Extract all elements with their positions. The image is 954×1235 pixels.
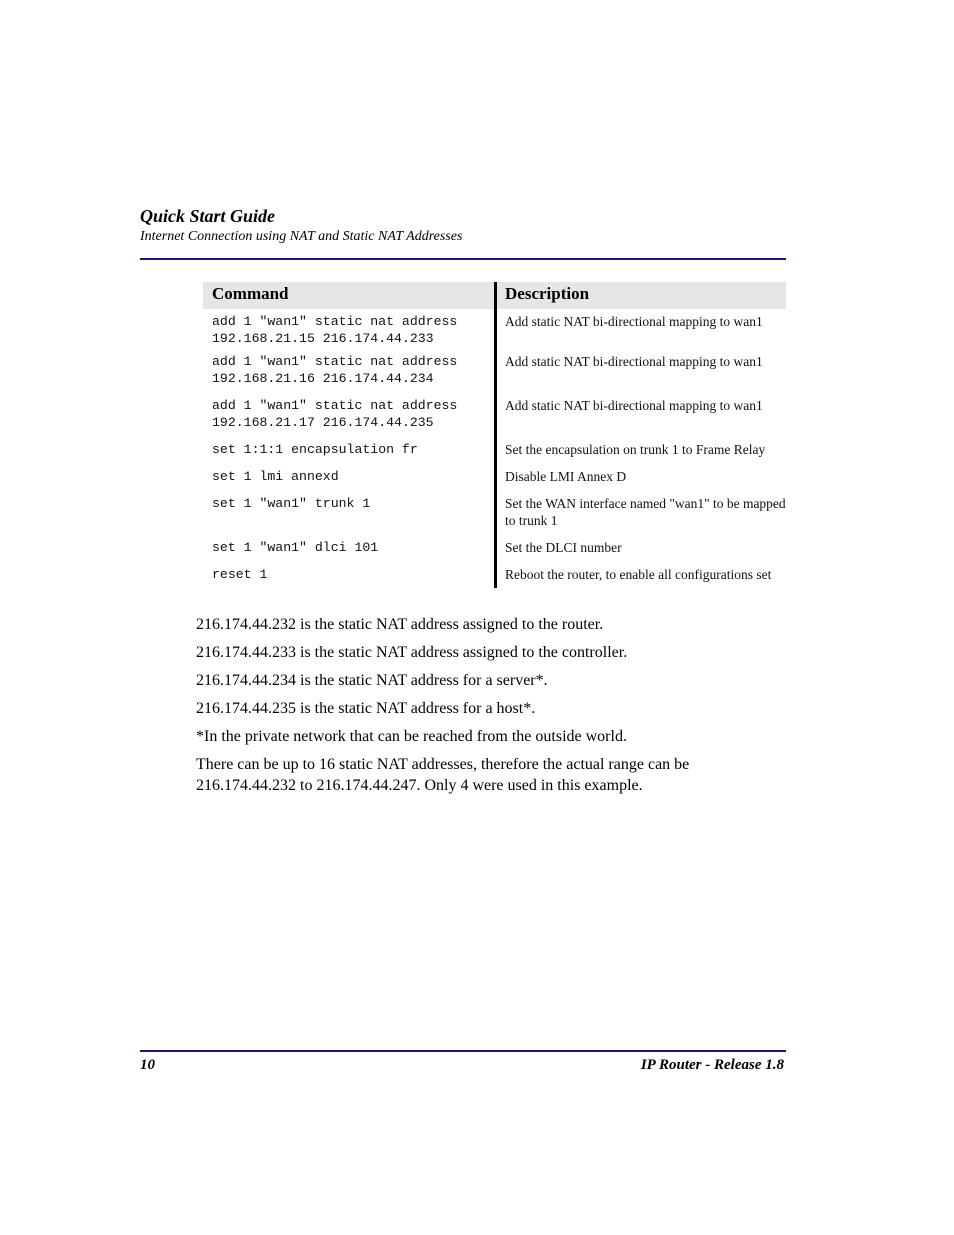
body-paragraph: 216.174.44.235 is the static NAT address for a host*.: [196, 700, 536, 717]
body-text: [196, 614, 786, 803]
description-cell: Disable LMI Annex D: [505, 469, 627, 484]
page-header-title: Quick Start Guide: [140, 206, 276, 226]
table-row: [203, 468, 786, 495]
command-table: [203, 282, 786, 588]
command-cell: add 1 "wan1" static nat address 192.168.21.17 216.174.44.235: [212, 398, 458, 430]
table-row: [203, 495, 786, 539]
description-cell: Set the encapsulation on trunk 1 to Frame Relay: [505, 442, 766, 457]
description-cell: Add static NAT bi-directional mapping to wan1: [505, 354, 763, 369]
command-cell: set 1 lmi annexd: [212, 469, 339, 484]
table-row: [203, 566, 786, 588]
table-row: [203, 397, 786, 441]
table-header-row: [203, 282, 786, 309]
body-paragraph: 216.174.44.232 is the static NAT address assigned to the router.: [196, 616, 604, 633]
command-column-header: Command: [212, 284, 289, 303]
table-row: [203, 539, 786, 566]
command-cell: set 1:1:1 encapsulation fr: [212, 442, 418, 457]
footer-divider: [140, 1050, 786, 1052]
description-cell: Reboot the router, to enable all configurations set: [505, 567, 772, 582]
header-divider: [140, 258, 786, 260]
body-paragraph: 216.174.44.233 is the static NAT address assigned to the controller.: [196, 644, 628, 661]
description-cell: Add static NAT bi-directional mapping to wan1: [505, 398, 763, 413]
description-cell: Set the DLCI number: [505, 540, 622, 555]
command-cell: reset 1: [212, 567, 268, 582]
description-cell: Set the WAN interface named "wan1" to be mapped to trunk 1: [505, 496, 786, 528]
table-row: [203, 309, 786, 353]
command-cell: add 1 "wan1" static nat address 192.168.21.16 216.174.44.234: [212, 354, 458, 386]
command-cell: set 1 "wan1" trunk 1: [212, 496, 371, 511]
table-row: [203, 353, 786, 397]
command-cell: set 1 "wan1" dlci 101: [212, 540, 379, 555]
page-number: 10: [140, 1057, 155, 1073]
body-paragraph: There can be up to 16 static NAT addresses, therefore the actual range can be 216.174.44.232 to 216.174.44.247. Only 4 were used in this example.: [196, 756, 690, 794]
table-row: [203, 441, 786, 468]
description-column-header: Description: [494, 282, 786, 309]
footnote-paragraph: *In the private network that can be reached from the outside world.: [196, 728, 627, 745]
table-body: [203, 309, 786, 588]
page-header-subtitle: Internet Connection using NAT and Static NAT Addresses: [140, 229, 463, 244]
command-cell: add 1 "wan1" static nat address 192.168.21.15 216.174.44.233: [212, 314, 458, 346]
footer-product-name: IP Router - Release 1.8: [640, 1057, 784, 1073]
description-cell: Add static NAT bi-directional mapping to wan1: [505, 314, 763, 329]
body-paragraph: 216.174.44.234 is the static NAT address for a server*.: [196, 672, 548, 689]
